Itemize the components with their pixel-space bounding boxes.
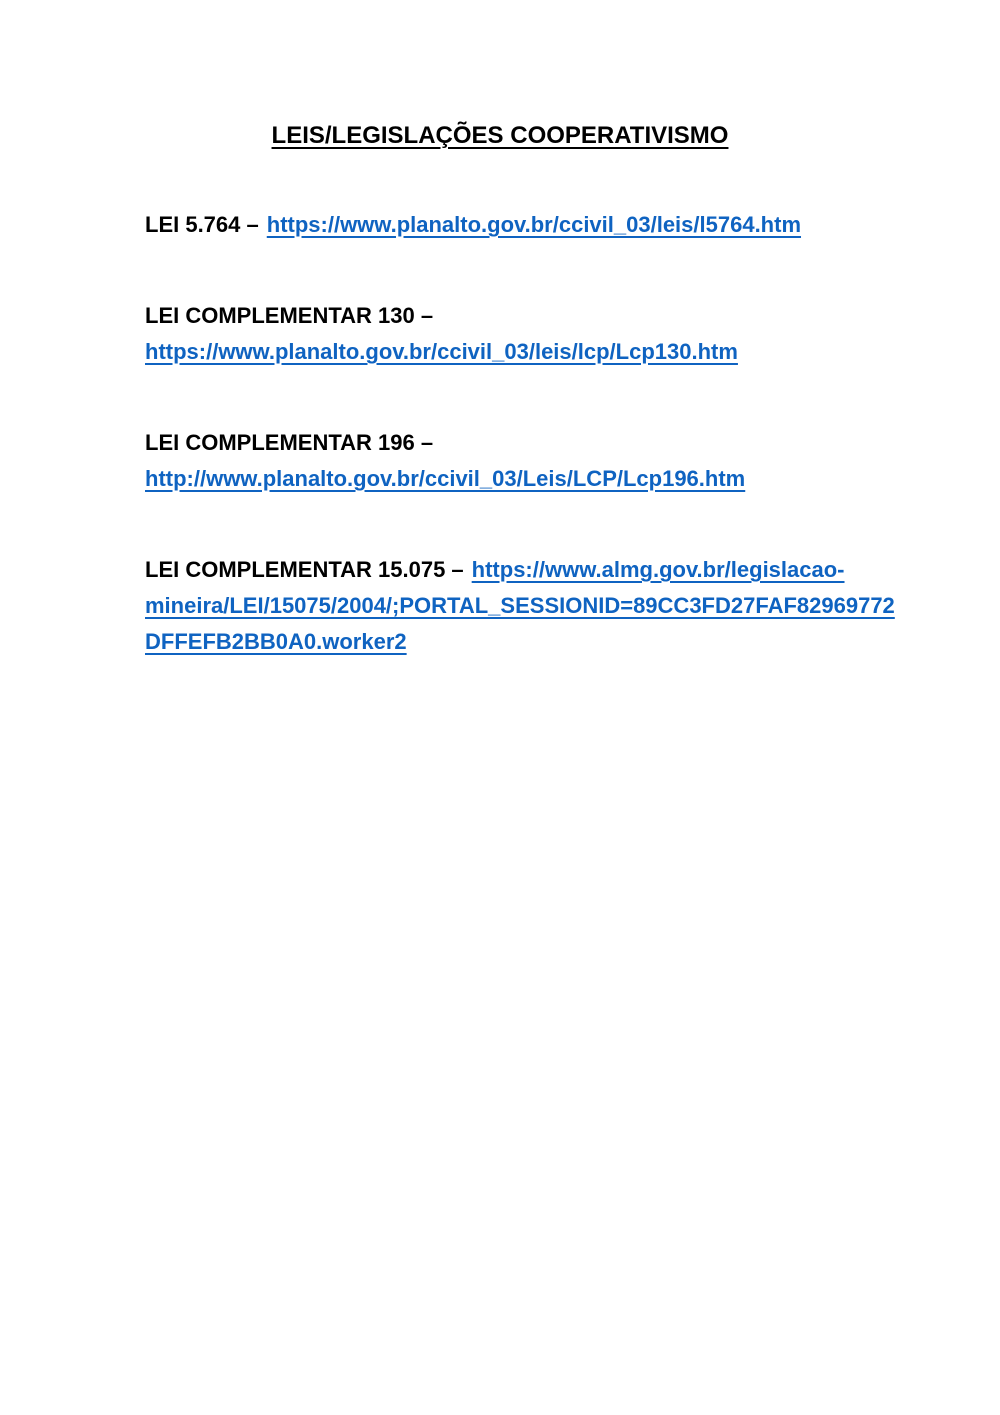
law-link-lei-5764[interactable]: https://www.planalto.gov.br/ccivil_03/leis/l5764.htm xyxy=(266,212,802,237)
law-entry-lc-196 xyxy=(145,425,855,497)
law-label-lei-5764: LEI 5.764 – xyxy=(145,212,259,237)
law-label-lc-130: LEI COMPLEMENTAR 130 – xyxy=(145,303,434,328)
law-link-lc-15075-line-3: DFFEFB2BB0A0.worker2 xyxy=(145,629,407,654)
law-entry-lei-5764 xyxy=(145,207,855,243)
law-entry-lc-130 xyxy=(145,298,855,370)
law-link-lc-196[interactable]: http://www.planalto.gov.br/ccivil_03/Leis/LCP/Lcp196.htm xyxy=(145,466,746,491)
law-label-lc-15075: LEI COMPLEMENTAR 15.075 – xyxy=(145,557,464,582)
law-link-lc-15075-line-1: https://www.almg.gov.br/legislacao- xyxy=(471,557,845,582)
law-entry-lc-15075 xyxy=(145,552,895,660)
law-label-lc-196: LEI COMPLEMENTAR 196 – xyxy=(145,430,434,455)
page-title: LEIS/LEGISLAÇÕES COOPERATIVISMO xyxy=(271,122,729,149)
law-link-lc-15075-line-2: mineira/LEI/15075/2004/;PORTAL_SESSIONID=89CC3FD27FAF82969772 xyxy=(145,593,895,618)
law-link-lc-130[interactable]: https://www.planalto.gov.br/ccivil_03/leis/lcp/Lcp130.htm xyxy=(145,339,738,364)
